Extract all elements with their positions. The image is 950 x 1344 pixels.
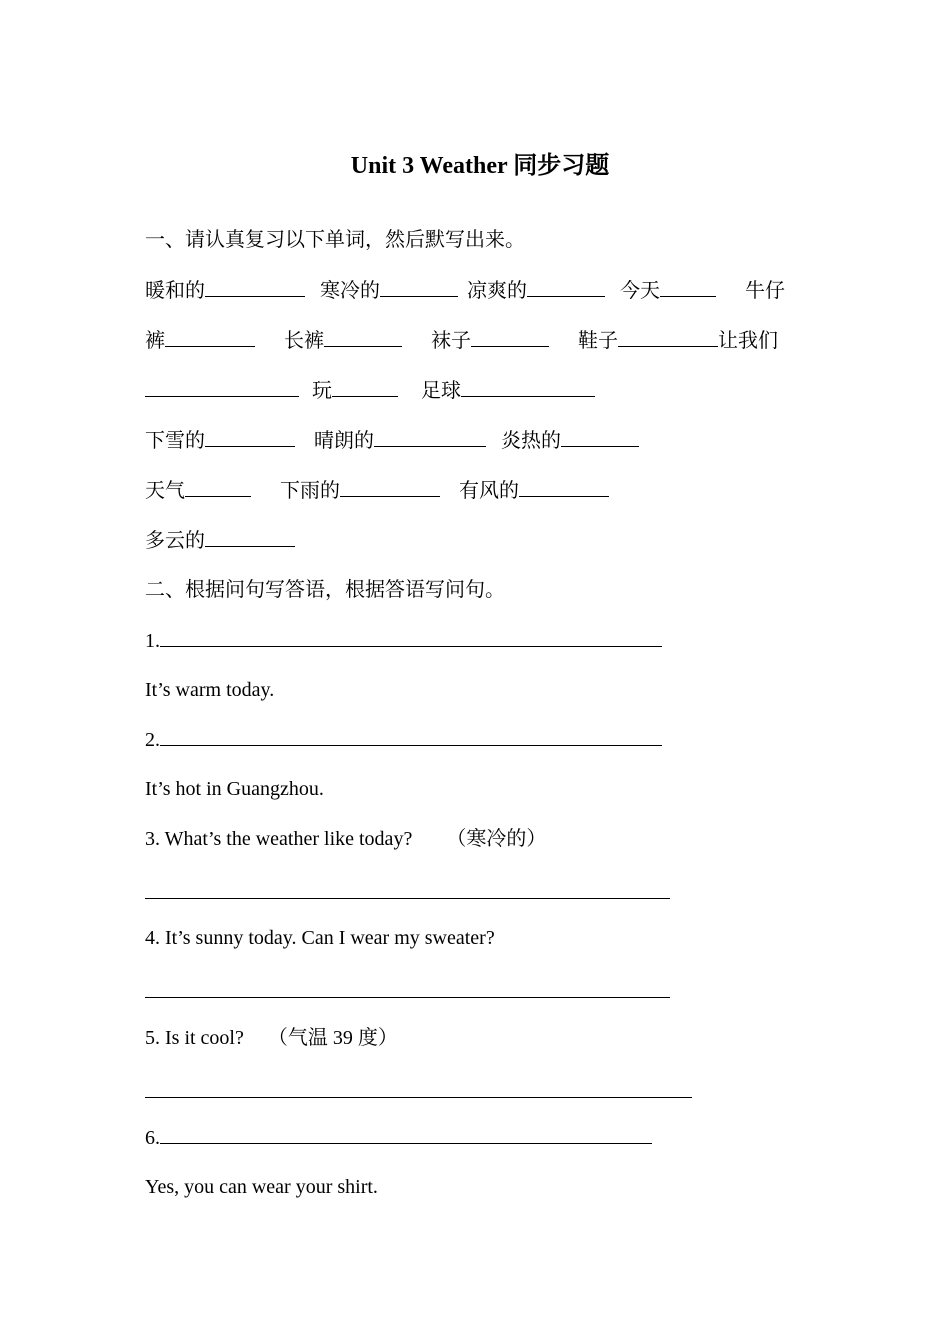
- page-title: Unit 3 Weather 同步习题: [350, 153, 610, 179]
- word-today: 今天: [620, 280, 660, 302]
- word-pants: 长裤: [284, 330, 324, 352]
- blank-rainy[interactable]: [340, 476, 440, 497]
- answer-line-4[interactable]: [145, 997, 670, 998]
- blank-football[interactable]: [461, 376, 595, 397]
- answer-blank-6[interactable]: [160, 1123, 652, 1144]
- question-2: [145, 725, 662, 754]
- blank-cold[interactable]: [380, 276, 458, 297]
- blank-windy[interactable]: [519, 476, 609, 497]
- word-weather: 天气: [145, 480, 185, 502]
- answer-line-3[interactable]: [145, 898, 670, 899]
- blank-play[interactable]: [332, 376, 398, 397]
- word-lets: 让我们: [718, 330, 778, 352]
- blank-weather[interactable]: [185, 476, 251, 497]
- word-socks: 袜子: [431, 330, 471, 352]
- question-number: 1.: [145, 630, 160, 652]
- vocab-row-2: [145, 326, 778, 355]
- vocab-row-3: [145, 376, 595, 405]
- word-rainy: 下雨的: [280, 480, 340, 502]
- answer-blank-2[interactable]: [160, 725, 662, 746]
- blank-hot[interactable]: [561, 426, 639, 447]
- blank-socks[interactable]: [471, 326, 549, 347]
- blank-sunny[interactable]: [374, 426, 486, 447]
- answer-blank-1[interactable]: [160, 626, 662, 647]
- question-5-hint: （气温 39 度）: [267, 1027, 398, 1049]
- word-play: 玩: [312, 380, 332, 402]
- blank-shoes[interactable]: [618, 326, 718, 347]
- blank-jeans[interactable]: [165, 326, 255, 347]
- question-3-text: 3. What’s the weather like today?: [145, 828, 413, 850]
- word-warm: 暖和的: [145, 280, 205, 302]
- blank-snowy[interactable]: [205, 426, 295, 447]
- question-number: 2.: [145, 729, 160, 751]
- question-5: [145, 1024, 398, 1052]
- word-snowy: 下雪的: [145, 430, 205, 452]
- word-football: 足球: [421, 380, 461, 402]
- word-shoes: 鞋子: [578, 330, 618, 352]
- vocab-row-6: [145, 526, 295, 555]
- question-3-hint: （寒冷的）: [446, 828, 547, 850]
- answer-1-text: It’s warm today.: [145, 679, 275, 701]
- section1-heading: 一、请认真复习以下单词，然后默写出来。: [145, 229, 525, 251]
- vocab-row-4: [145, 426, 639, 455]
- blank-lets[interactable]: [145, 376, 299, 397]
- question-5-text: 5. Is it cool?: [145, 1027, 244, 1049]
- word-jeans-part2: 裤: [145, 330, 165, 352]
- answer-line-5[interactable]: [145, 1097, 692, 1098]
- question-number: 6.: [145, 1127, 160, 1149]
- blank-pants[interactable]: [324, 326, 402, 347]
- word-cool: 凉爽的: [467, 280, 527, 302]
- word-windy: 有风的: [459, 480, 519, 502]
- answer-6-text: Yes, you can wear your shirt.: [145, 1176, 378, 1198]
- blank-warm[interactable]: [205, 276, 305, 297]
- word-sunny: 晴朗的: [314, 430, 374, 452]
- word-cloudy: 多云的: [145, 530, 205, 552]
- word-jeans-part1: 牛仔: [745, 280, 785, 302]
- question-1: [145, 626, 662, 655]
- vocab-row-5: [145, 476, 609, 505]
- word-hot: 炎热的: [501, 430, 561, 452]
- question-6: [145, 1123, 652, 1152]
- blank-today[interactable]: [660, 276, 716, 297]
- section2-heading: 二、根据问句写答语，根据答语写问句。: [145, 579, 505, 601]
- vocab-row-1: [145, 276, 785, 305]
- answer-2-text: It’s hot in Guangzhou.: [145, 778, 324, 800]
- word-cold: 寒冷的: [320, 280, 380, 302]
- blank-cool[interactable]: [527, 276, 605, 297]
- question-4: 4. It’s sunny today. Can I wear my sweater?: [145, 927, 495, 949]
- question-3: [145, 825, 546, 853]
- blank-cloudy[interactable]: [205, 526, 295, 547]
